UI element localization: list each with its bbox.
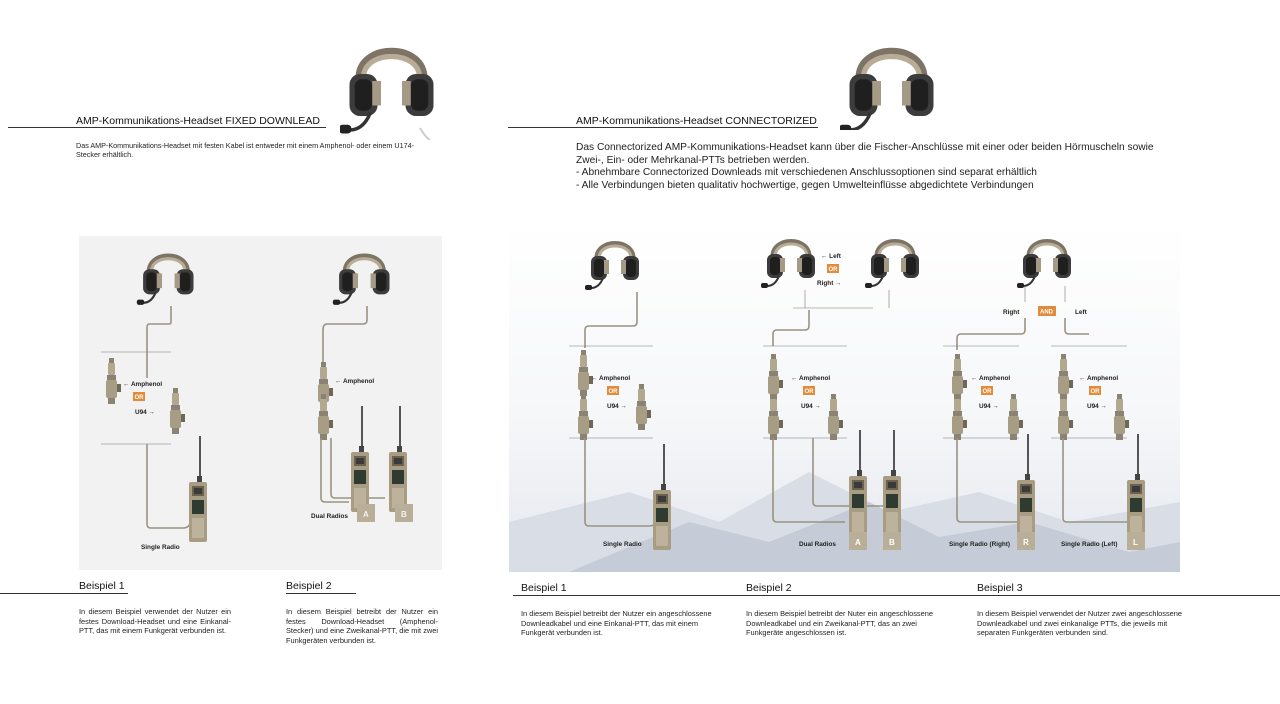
example-1-rule — [0, 593, 128, 594]
r-left-label-3: Left — [1075, 309, 1087, 316]
r-amphenol-label-3b: ← Amphenol — [1079, 375, 1119, 382]
svg-text:OR: OR — [1090, 389, 1100, 395]
example-r1-text: In diesem Beispiel betreibt der Nutzer ein angeschlossene Downleadkabel und eine Einkanal-PTT, das mit einem Funkgerät verbunden ist. — [521, 609, 712, 638]
example-2-text: In diesem Beispiel betreibt der Nutzer ein festes Download-Headset (Amphenol-Stecker) und eine Zweikanal-PTT, die mit zwei Funkgeräten verbunden ist. — [286, 607, 438, 645]
headset-photo-right — [840, 30, 940, 130]
svg-text:AND: AND — [1040, 309, 1053, 316]
left-diagram-panel — [79, 236, 442, 570]
r-radio-icon-2b — [883, 430, 901, 536]
r-amphenol-label-1: ← Amphenol — [591, 375, 631, 382]
right-diagram-panel — [509, 222, 1180, 572]
r-single-radio-right-label: Single Radio (Right) — [949, 541, 1011, 548]
svg-text:R: R — [1023, 538, 1029, 547]
example-r3-title: Beispiel 3 — [977, 582, 1023, 594]
svg-text:B: B — [889, 538, 895, 547]
example1-headset-icon — [137, 256, 194, 305]
example-r2-text: In diesem Beispiel betreibt der Nuter ein angeschlossene Downleadkabel und ein Zweikanal-PTT, das an zwei Funkgeräte angeschlossen ist. — [746, 609, 933, 638]
r-radio-icon-1 — [653, 444, 671, 550]
example-r1-title: Beispiel 1 — [521, 582, 567, 594]
right-intro-line-4: - Alle Verbindungen bieten qualitativ hochwertige, gegen Umwelteinflüsse abgedichtete Verbindungen — [576, 179, 1034, 191]
r-u94-label-3a: U94 → — [979, 403, 999, 410]
svg-text:A: A — [363, 510, 369, 519]
radio-icon-1 — [189, 436, 207, 542]
example-1-text: In diesem Beispiel verwendet der Nutzer ein festes Download-Headset und eine Einkanal-PTT, das mit einem Funkgerät verbunden ist. — [79, 607, 231, 636]
left-title-rule — [8, 127, 326, 128]
r-u94-label-1: U94 → — [607, 403, 627, 410]
example-r3-text: In diesem Beispiel verwendet der Nutzer zwei angeschlossene Downleadkabel und zwei einkanalige PTTs, die jeweils mit separaten Funkgeräten verbunden sind. — [977, 609, 1182, 638]
example-2-rule — [286, 593, 356, 594]
r-radio-icon-3r — [1017, 434, 1035, 540]
r-amphenol-label-3a: ← Amphenol — [971, 375, 1011, 382]
svg-text:L: L — [1133, 538, 1138, 547]
r-ex2-headset-left-icon — [761, 242, 815, 289]
example-r2-title: Beispiel 2 — [746, 582, 792, 594]
r-dual-radios-label-2: Dual Radios — [799, 541, 836, 548]
r-ex1-headset-icon — [585, 244, 639, 291]
u94-label-1: U94 → — [135, 409, 155, 416]
dual-radios-label-2: Dual Radios — [311, 513, 348, 520]
svg-text:A: A — [855, 538, 861, 547]
radio-icon-2b — [389, 406, 407, 512]
right-intro-line-3: - Abnehmbare Connectorized Downleads mit verschiedenen Anschlussoptionen sind separat erhältlich — [576, 167, 1037, 179]
r-u94-label-2: U94 → — [801, 403, 821, 410]
r-ex3-headset-icon — [1017, 242, 1071, 289]
svg-text:OR: OR — [608, 389, 618, 395]
right-section-title: AMP-Kommunikations-Headset CONNECTORIZED — [576, 115, 817, 127]
left-intro-text: Das AMP-Kommunikations-Headset mit festen Kabel ist entweder mit einem Amphenol- oder einem U174-Stecker erhältlich. — [76, 141, 414, 159]
r-amphenol-label-2: ← Amphenol — [791, 375, 831, 382]
single-radio-label-1: Single Radio — [141, 544, 180, 551]
r-single-radio-left-label: Single Radio (Left) — [1061, 541, 1118, 548]
svg-text:OR: OR — [134, 395, 144, 401]
right-intro — [576, 142, 1216, 192]
r-radio-icon-2a — [849, 430, 867, 536]
r-ex2-headset-right-icon — [865, 242, 919, 289]
right-intro-line-2: Zwei-, Ein- oder Mehrkanal-PTTs betrieben werden. — [576, 154, 810, 166]
right-title-rule — [508, 127, 818, 128]
example2-headset-icon — [333, 256, 390, 305]
left-section-title: AMP-Kommunikations-Headset FIXED DOWNLEAD — [76, 115, 320, 127]
left-diagram — [79, 236, 442, 570]
example-2-title: Beispiel 2 — [286, 580, 332, 592]
svg-text:B: B — [401, 510, 407, 519]
r-left-label-2: ← Left — [821, 253, 841, 260]
r-single-radio-label-1: Single Radio — [603, 541, 642, 548]
r-u94-label-3b: U94 → — [1087, 403, 1107, 410]
r-right-label-3: Right — [1003, 309, 1020, 316]
radio-icon-2a — [351, 406, 369, 512]
amphenol-label-2: ← Amphenol — [335, 378, 375, 385]
example-1-title: Beispiel 1 — [79, 580, 125, 592]
svg-text:OR: OR — [804, 389, 814, 395]
amphenol-label-1: ← Amphenol — [123, 381, 163, 388]
svg-text:OR: OR — [828, 267, 838, 273]
right-diagram — [509, 222, 1180, 572]
right-intro-line-1: Das Connectorized AMP-Kommunikations-Headset kann über die Fischer-Anschlüsse mit einer oder beiden Hörmuscheln sowie — [576, 142, 1154, 153]
examples-right-rule — [513, 595, 1280, 596]
r-radio-icon-3l — [1127, 434, 1145, 540]
r-right-label-2: Right → — [817, 280, 842, 287]
svg-text:OR: OR — [982, 389, 992, 395]
headset-photo-left — [340, 30, 440, 140]
